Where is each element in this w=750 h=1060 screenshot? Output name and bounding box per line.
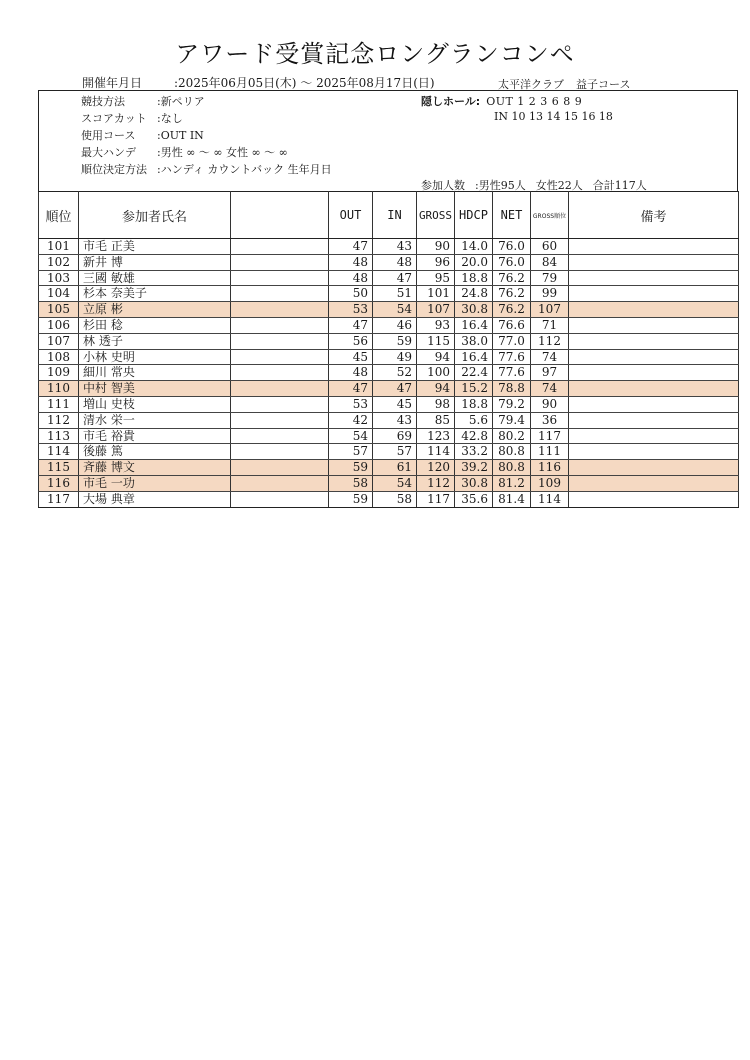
cell-rank: 105 — [39, 302, 79, 318]
cell-out: 48 — [329, 365, 373, 381]
cell-rank: 102 — [39, 254, 79, 270]
cell-hdcp: 18.8 — [455, 396, 493, 412]
competition-info-box — [38, 90, 738, 192]
table-row — [39, 302, 739, 318]
cell-gross: 93 — [417, 317, 455, 333]
cell-gross-rank: 84 — [531, 254, 569, 270]
hidden-holes — [421, 93, 613, 123]
cell-remarks — [569, 428, 739, 444]
ranking-method-label: 順位決定方法 — [81, 163, 147, 176]
cell-gross: 94 — [417, 349, 455, 365]
table-row — [39, 444, 739, 460]
cell-rank: 113 — [39, 428, 79, 444]
method-value: :新ペリア — [157, 95, 205, 108]
cell-gross-rank: 97 — [531, 365, 569, 381]
cell-out: 53 — [329, 396, 373, 412]
event-date-label: 開催年月日 — [82, 76, 143, 90]
cell-name: 大場 典章 — [79, 491, 231, 507]
cell-in: 58 — [373, 491, 417, 507]
cell-name: 小林 史明 — [79, 349, 231, 365]
cell-remarks — [569, 444, 739, 460]
cell-rank: 114 — [39, 444, 79, 460]
cell-hdcp: 30.8 — [455, 475, 493, 491]
cell-remarks — [569, 302, 739, 318]
cell-blank — [231, 412, 329, 428]
course-name: 益子コース — [576, 78, 631, 91]
cell-hdcp: 5.6 — [455, 412, 493, 428]
col-net-header: NET — [493, 192, 531, 239]
results-body — [39, 239, 739, 508]
cell-rank: 110 — [39, 381, 79, 397]
cell-blank — [231, 460, 329, 476]
cell-remarks — [569, 270, 739, 286]
cell-rank: 103 — [39, 270, 79, 286]
cell-gross: 100 — [417, 365, 455, 381]
cell-net: 81.2 — [493, 475, 531, 491]
cell-net: 76.2 — [493, 286, 531, 302]
cell-gross-rank: 116 — [531, 460, 569, 476]
cell-hdcp: 16.4 — [455, 317, 493, 333]
cell-name: 斉藤 博文 — [79, 460, 231, 476]
cell-net: 78.8 — [493, 381, 531, 397]
cell-gross: 120 — [417, 460, 455, 476]
cell-remarks — [569, 412, 739, 428]
cell-rank: 116 — [39, 475, 79, 491]
cell-name: 中村 智美 — [79, 381, 231, 397]
col-name-header: 参加者氏名 — [79, 192, 231, 239]
hidden-holes-in: IN 10 13 14 15 16 18 — [494, 110, 613, 123]
cell-out: 47 — [329, 381, 373, 397]
cell-remarks — [569, 333, 739, 349]
cell-in: 59 — [373, 333, 417, 349]
cell-blank — [231, 444, 329, 460]
method-line — [81, 93, 205, 109]
cell-hdcp: 33.2 — [455, 444, 493, 460]
cell-gross: 95 — [417, 270, 455, 286]
cell-in: 47 — [373, 381, 417, 397]
cell-out: 54 — [329, 428, 373, 444]
cell-gross-rank: 74 — [531, 381, 569, 397]
col-hdcp-header: HDCP — [455, 192, 493, 239]
cell-blank — [231, 475, 329, 491]
course-label: 使用コース — [81, 129, 136, 142]
cell-net: 76.0 — [493, 254, 531, 270]
cell-net: 80.8 — [493, 444, 531, 460]
cell-gross: 112 — [417, 475, 455, 491]
cell-blank — [231, 491, 329, 507]
cell-rank: 106 — [39, 317, 79, 333]
cell-gross-rank: 36 — [531, 412, 569, 428]
cell-in: 61 — [373, 460, 417, 476]
table-row — [39, 365, 739, 381]
cell-hdcp: 22.4 — [455, 365, 493, 381]
cell-hdcp: 42.8 — [455, 428, 493, 444]
hidden-holes-out: OUT 1 2 3 6 8 9 — [486, 95, 583, 108]
cell-remarks — [569, 475, 739, 491]
cell-blank — [231, 239, 329, 255]
table-row — [39, 286, 739, 302]
cell-blank — [231, 349, 329, 365]
col-out-header: OUT — [329, 192, 373, 239]
cell-gross: 107 — [417, 302, 455, 318]
scorecut-line — [81, 110, 183, 126]
cell-out: 48 — [329, 270, 373, 286]
cell-hdcp: 39.2 — [455, 460, 493, 476]
cell-gross: 90 — [417, 239, 455, 255]
col-remarks-header: 備考 — [569, 192, 739, 239]
cell-net: 80.8 — [493, 460, 531, 476]
cell-rank: 109 — [39, 365, 79, 381]
cell-hdcp: 38.0 — [455, 333, 493, 349]
cell-name: 立原 彬 — [79, 302, 231, 318]
table-row — [39, 270, 739, 286]
cell-gross: 114 — [417, 444, 455, 460]
cell-hdcp: 18.8 — [455, 270, 493, 286]
cell-blank — [231, 270, 329, 286]
cell-remarks — [569, 396, 739, 412]
event-date-value: :2025年06月05日(木) ～ 2025年08月17日(日) — [174, 76, 435, 90]
results-table — [38, 191, 739, 508]
cell-gross-rank: 71 — [531, 317, 569, 333]
table-row — [39, 428, 739, 444]
cell-hdcp: 14.0 — [455, 239, 493, 255]
cell-gross: 98 — [417, 396, 455, 412]
cell-net: 77.0 — [493, 333, 531, 349]
cell-out: 50 — [329, 286, 373, 302]
cell-gross-rank: 99 — [531, 286, 569, 302]
cell-remarks — [569, 381, 739, 397]
cell-net: 79.4 — [493, 412, 531, 428]
cell-remarks — [569, 286, 739, 302]
cell-gross: 117 — [417, 491, 455, 507]
col-rank-header: 順位 — [39, 192, 79, 239]
ranking-method-value: :ハンディ カウントバック 生年月日 — [157, 163, 332, 176]
cell-net: 80.2 — [493, 428, 531, 444]
table-row — [39, 317, 739, 333]
cell-gross-rank: 112 — [531, 333, 569, 349]
cell-name: 林 透子 — [79, 333, 231, 349]
event-date-row — [82, 74, 435, 91]
table-row — [39, 396, 739, 412]
cell-out: 53 — [329, 302, 373, 318]
cell-rank: 104 — [39, 286, 79, 302]
cell-rank: 112 — [39, 412, 79, 428]
cell-in: 48 — [373, 254, 417, 270]
handicap-line — [81, 144, 288, 160]
cell-rank: 108 — [39, 349, 79, 365]
cell-gross: 101 — [417, 286, 455, 302]
cell-out: 45 — [329, 349, 373, 365]
cell-remarks — [569, 239, 739, 255]
scorecut-value: :なし — [157, 112, 183, 125]
cell-in: 49 — [373, 349, 417, 365]
cell-in: 43 — [373, 239, 417, 255]
club-name: 太平洋クラブ — [498, 78, 564, 91]
cell-name: 杉田 稔 — [79, 317, 231, 333]
course-line — [81, 127, 204, 143]
table-row — [39, 254, 739, 270]
participants-female: 女性22人 — [535, 179, 583, 192]
table-row — [39, 349, 739, 365]
ranking-method-line — [81, 161, 332, 177]
cell-remarks — [569, 349, 739, 365]
cell-gross-rank: 79 — [531, 270, 569, 286]
cell-name: 新井 博 — [79, 254, 231, 270]
cell-gross: 115 — [417, 333, 455, 349]
handicap-value: :男性 ∞ ～ ∞ 女性 ∞ ～ ∞ — [157, 146, 288, 159]
cell-name: 増山 史枝 — [79, 396, 231, 412]
cell-in: 43 — [373, 412, 417, 428]
cell-net: 77.6 — [493, 365, 531, 381]
cell-remarks — [569, 254, 739, 270]
cell-name: 細川 常央 — [79, 365, 231, 381]
cell-net: 79.2 — [493, 396, 531, 412]
cell-hdcp: 20.0 — [455, 254, 493, 270]
cell-gross-rank: 111 — [531, 444, 569, 460]
results-header-row — [39, 192, 739, 239]
cell-blank — [231, 317, 329, 333]
cell-in: 46 — [373, 317, 417, 333]
table-row — [39, 491, 739, 507]
cell-gross-rank: 114 — [531, 491, 569, 507]
cell-out: 56 — [329, 333, 373, 349]
table-row — [39, 412, 739, 428]
col-in-header: IN — [373, 192, 417, 239]
cell-out: 47 — [329, 239, 373, 255]
cell-gross-rank: 90 — [531, 396, 569, 412]
cell-gross-rank: 109 — [531, 475, 569, 491]
handicap-label: 最大ハンデ — [81, 146, 136, 159]
document-title: アワード受賞記念ロングランコンペ — [175, 40, 575, 68]
cell-hdcp: 16.4 — [455, 349, 493, 365]
table-row — [39, 460, 739, 476]
cell-in: 54 — [373, 475, 417, 491]
cell-in: 47 — [373, 270, 417, 286]
participants-label: 参加人数 — [421, 179, 465, 192]
cell-remarks — [569, 317, 739, 333]
cell-rank: 115 — [39, 460, 79, 476]
cell-rank: 111 — [39, 396, 79, 412]
cell-out: 59 — [329, 460, 373, 476]
cell-gross-rank: 74 — [531, 349, 569, 365]
cell-net: 77.6 — [493, 349, 531, 365]
cell-remarks — [569, 365, 739, 381]
table-row — [39, 381, 739, 397]
cell-name: 後藤 篤 — [79, 444, 231, 460]
cell-hdcp: 35.6 — [455, 491, 493, 507]
cell-hdcp: 30.8 — [455, 302, 493, 318]
cell-hdcp: 24.8 — [455, 286, 493, 302]
cell-remarks — [569, 460, 739, 476]
cell-net: 76.0 — [493, 239, 531, 255]
cell-name: 市毛 裕貴 — [79, 428, 231, 444]
cell-blank — [231, 254, 329, 270]
cell-rank: 107 — [39, 333, 79, 349]
cell-in: 57 — [373, 444, 417, 460]
cell-hdcp: 15.2 — [455, 381, 493, 397]
cell-gross: 96 — [417, 254, 455, 270]
col-gross-header: GROSS — [417, 192, 455, 239]
cell-net: 81.4 — [493, 491, 531, 507]
cell-out: 48 — [329, 254, 373, 270]
table-row — [39, 475, 739, 491]
course-value: :OUT IN — [157, 129, 204, 142]
cell-name: 市毛 一功 — [79, 475, 231, 491]
cell-in: 69 — [373, 428, 417, 444]
cell-blank — [231, 381, 329, 397]
cell-gross-rank: 117 — [531, 428, 569, 444]
cell-blank — [231, 428, 329, 444]
hidden-holes-label: 隠しホール: — [421, 95, 481, 108]
participants-total: 合計117人 — [592, 179, 647, 192]
cell-blank — [231, 396, 329, 412]
cell-gross: 123 — [417, 428, 455, 444]
cell-out: 58 — [329, 475, 373, 491]
cell-name: 清水 栄一 — [79, 412, 231, 428]
participants-male: :男性95人 — [475, 179, 526, 192]
cell-gross: 94 — [417, 381, 455, 397]
cell-rank: 101 — [39, 239, 79, 255]
cell-name: 市毛 正美 — [79, 239, 231, 255]
cell-out: 59 — [329, 491, 373, 507]
cell-gross: 85 — [417, 412, 455, 428]
cell-in: 51 — [373, 286, 417, 302]
col-blank-header — [231, 192, 329, 239]
cell-name: 杉本 奈美子 — [79, 286, 231, 302]
cell-name: 三國 敏雄 — [79, 270, 231, 286]
col-gross-rank-header: GROSS順位 — [531, 192, 569, 239]
cell-rank: 117 — [39, 491, 79, 507]
table-row — [39, 239, 739, 255]
cell-net: 76.2 — [493, 270, 531, 286]
cell-in: 54 — [373, 302, 417, 318]
cell-blank — [231, 365, 329, 381]
cell-gross-rank: 107 — [531, 302, 569, 318]
cell-out: 42 — [329, 412, 373, 428]
cell-in: 52 — [373, 365, 417, 381]
table-row — [39, 333, 739, 349]
cell-out: 47 — [329, 317, 373, 333]
cell-blank — [231, 333, 329, 349]
cell-in: 45 — [373, 396, 417, 412]
cell-out: 57 — [329, 444, 373, 460]
cell-blank — [231, 302, 329, 318]
cell-gross-rank: 60 — [531, 239, 569, 255]
scorecut-label: スコアカット — [81, 112, 147, 125]
cell-remarks — [569, 491, 739, 507]
cell-net: 76.6 — [493, 317, 531, 333]
cell-blank — [231, 286, 329, 302]
method-label: 競技方法 — [81, 95, 125, 108]
cell-net: 76.2 — [493, 302, 531, 318]
